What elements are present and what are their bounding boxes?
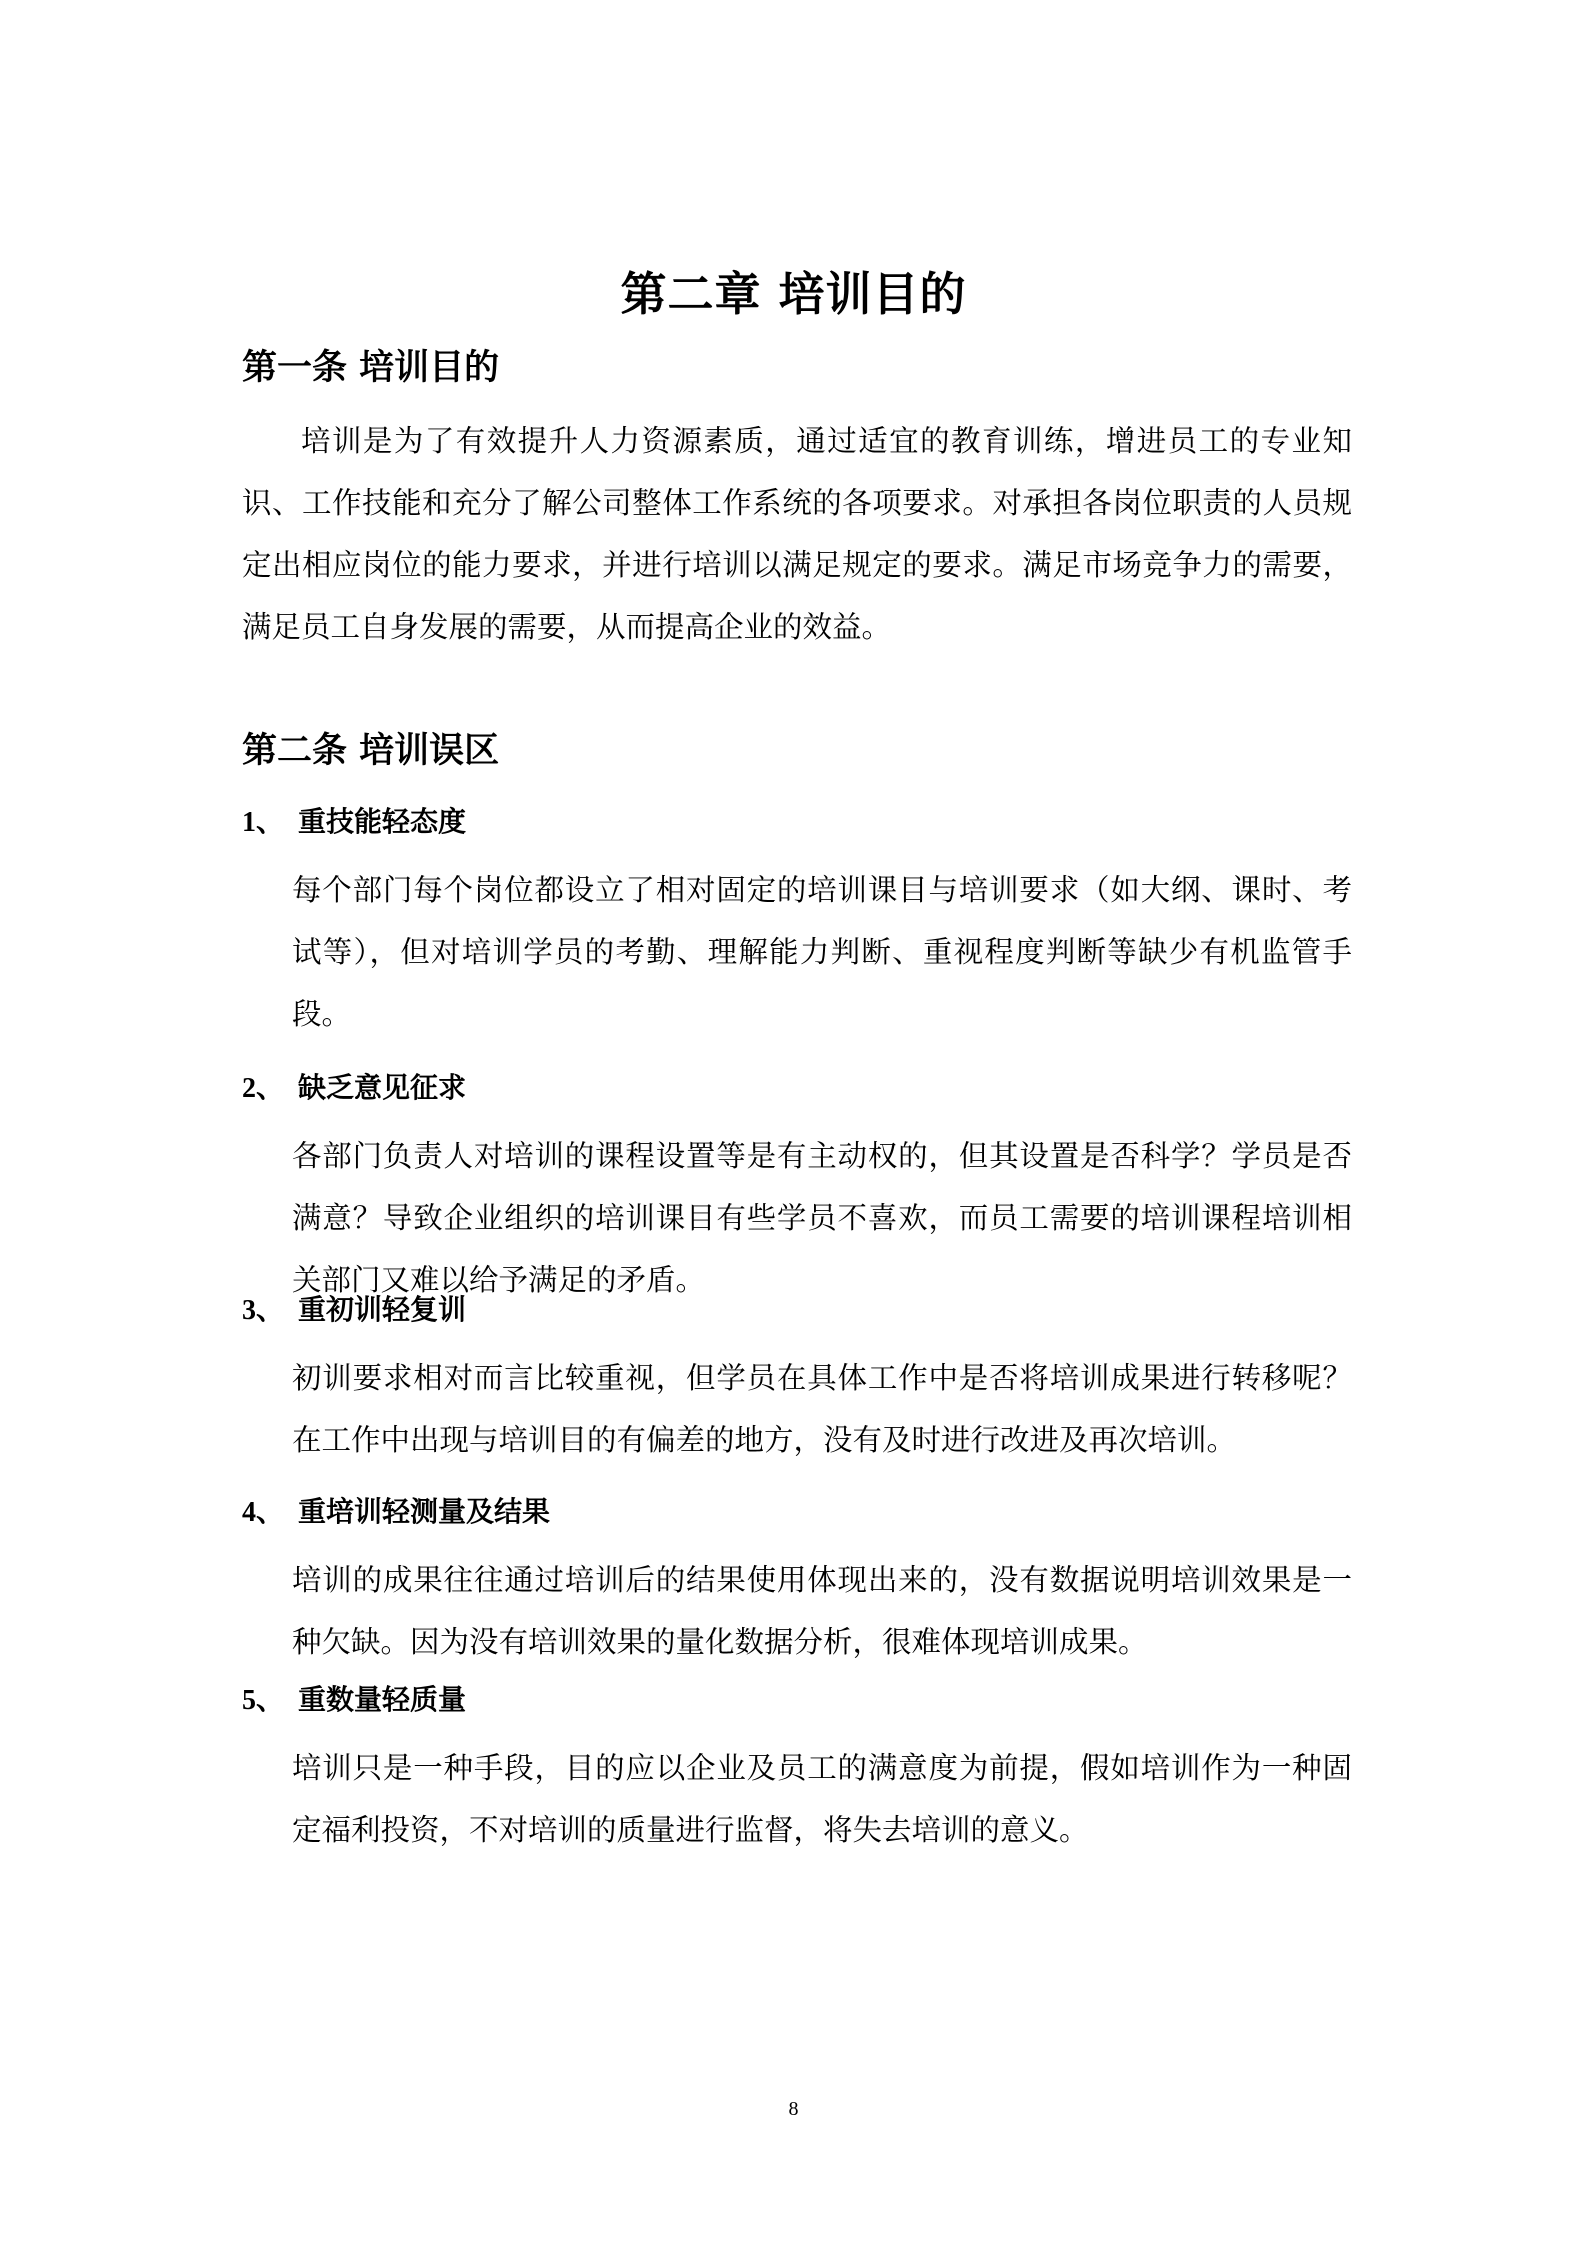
- list-item-2: [242, 1066, 1362, 1311]
- item-title: 重培训轻测量及结果: [298, 1495, 551, 1528]
- item-title: 重数量轻质量: [298, 1683, 467, 1716]
- list-item-4: [242, 1490, 1362, 1673]
- item-body: 每个部门每个岗位都设立了相对固定的培训课目与培训要求（如大纲、课时、考试等），但对培训学员的考勤、理解能力判断、重视程度判断等缺少有机监管手段。: [292, 873, 1352, 1031]
- page-number: 8: [788, 2098, 799, 2120]
- item-title: 重技能轻态度: [298, 805, 467, 838]
- list-item-5: [242, 1678, 1362, 1861]
- article-body-1: 培训是为了有效提升人力资源素质，通过适宜的教育训练，增进员工的专业知识、工作技能和充分了解公司整体工作系统的各项要求。对承担各岗位职责的人员规定出相应岗位的能力要求，并进行培训以满足规定的要求。满足市场竞争力的需要，满足员工自身发展的需要，从而提高企业的效益。: [242, 424, 1352, 644]
- item-title: 重初训轻复训: [298, 1293, 467, 1326]
- item-heading: [242, 800, 1362, 845]
- article-heading-1: 第一条 培训目的: [242, 348, 500, 388]
- item-number: 1、: [242, 807, 285, 838]
- list-item-1: [242, 800, 1362, 1045]
- item-number: 3、: [242, 1295, 285, 1326]
- item-title: 缺乏意见征求: [298, 1071, 467, 1104]
- item-body: 初训要求相对而言比较重视，但学员在具体工作中是否将培训成果进行转移呢？在工作中出现与培训目的有偏差的地方，没有及时进行改进及再次培训。: [292, 1361, 1352, 1457]
- item-number: 2、: [242, 1073, 285, 1104]
- item-heading: [242, 1490, 1362, 1535]
- article-heading-2: 第二条 培训误区: [242, 731, 500, 771]
- item-number: 4、: [242, 1497, 285, 1528]
- item-heading: [242, 1678, 1362, 1723]
- item-heading: [242, 1066, 1362, 1111]
- item-heading: [242, 1288, 1362, 1333]
- chapter-title: 第二章 培训目的: [620, 267, 967, 321]
- item-body: 培训的成果往往通过培训后的结果使用体现出来的，没有数据说明培训效果是一种欠缺。因为没有培训效果的量化数据分析，很难体现培训成果。: [292, 1563, 1352, 1659]
- item-body: 各部门负责人对培训的课程设置等是有主动权的，但其设置是否科学？学员是否满意？导致企业组织的培训课目有些学员不喜欢，而员工需要的培训课程培训相关部门又难以给予满足的矛盾。: [292, 1139, 1352, 1297]
- list-item-3: [242, 1288, 1362, 1471]
- item-number: 5、: [242, 1685, 285, 1716]
- item-body: 培训只是一种手段，目的应以企业及员工的满意度为前提，假如培训作为一种固定福利投资，不对培训的质量进行监督，将失去培训的意义。: [292, 1751, 1352, 1847]
